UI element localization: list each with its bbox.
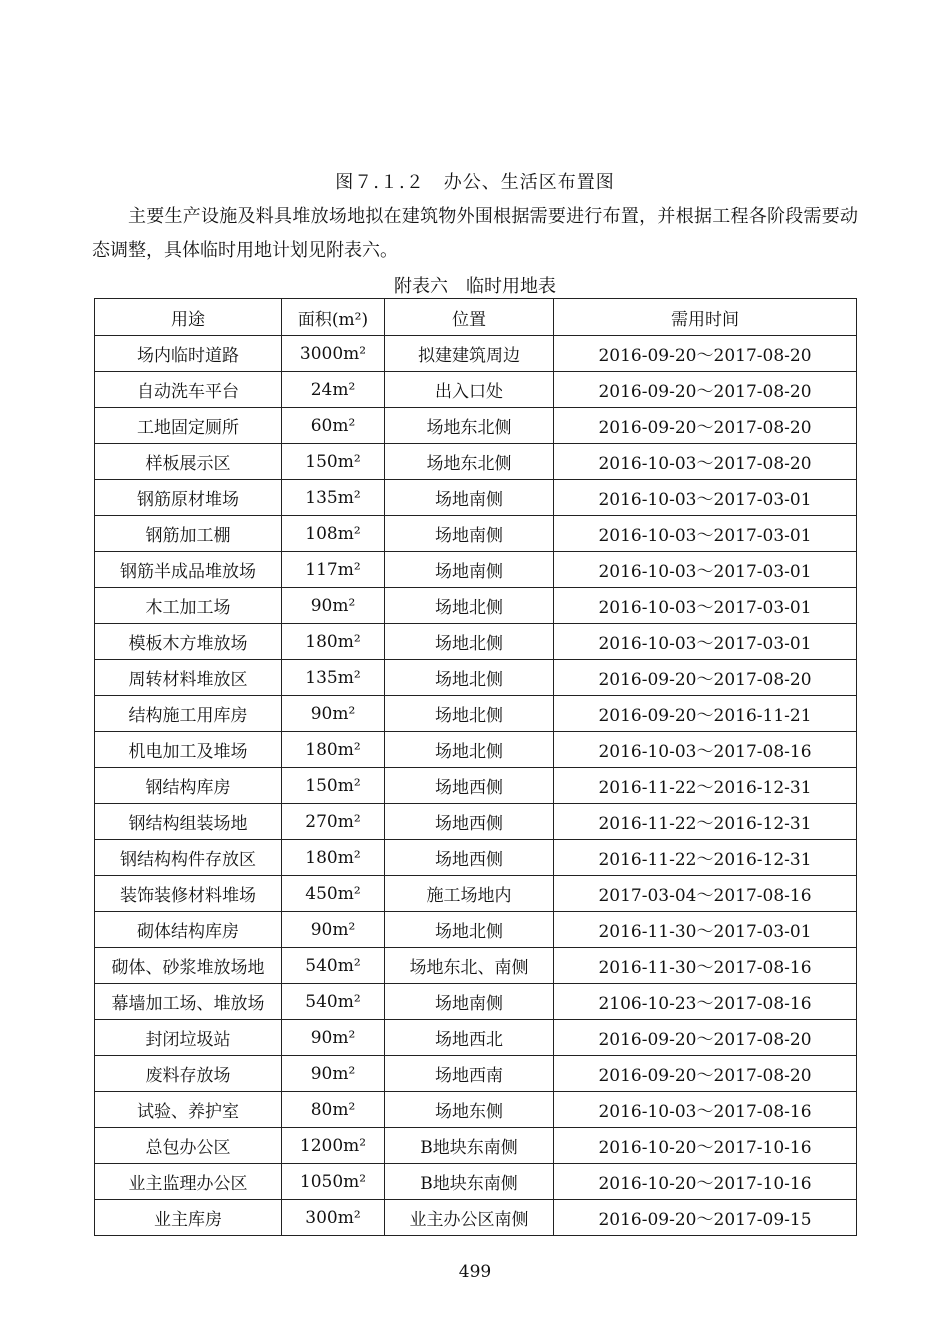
cell-location: 拟建建筑周边: [385, 336, 554, 372]
table-row: [95, 804, 857, 840]
cell-time: 2016-11-22～2016-12-31: [554, 840, 857, 876]
cell-time: 2016-10-03～2017-08-16: [554, 732, 857, 768]
cell-usage: 钢筋原材堆场: [95, 480, 282, 516]
cell-time: 2016-09-20～2017-08-20: [554, 408, 857, 444]
table-row: [95, 696, 857, 732]
cell-time: 2016-09-20～2017-08-20: [554, 372, 857, 408]
cell-area: 90m²: [282, 588, 385, 624]
cell-area: 90m²: [282, 1020, 385, 1056]
cell-time: 2016-10-20～2017-10-16: [554, 1164, 857, 1200]
cell-usage: 模板木方堆放场: [95, 624, 282, 660]
cell-usage: 试验、养护室: [95, 1092, 282, 1128]
cell-usage: 样板展示区: [95, 444, 282, 480]
cell-location: 场地东北侧: [385, 408, 554, 444]
cell-area: 117m²: [282, 552, 385, 588]
table-row: [95, 624, 857, 660]
cell-usage: 结构施工用库房: [95, 696, 282, 732]
cell-time: 2106-10-23～2017-08-16: [554, 984, 857, 1020]
cell-usage: 幕墙加工场、堆放场: [95, 984, 282, 1020]
header-cell-area: 面积(m²): [282, 299, 385, 336]
cell-location: 场地南侧: [385, 480, 554, 516]
cell-usage: 周转材料堆放区: [95, 660, 282, 696]
cell-location: 场地北侧: [385, 660, 554, 696]
cell-area: 300m²: [282, 1200, 385, 1236]
figure-caption: 图７.１.２ 办公、生活区布置图: [335, 172, 615, 193]
cell-usage: 钢筋加工棚: [95, 516, 282, 552]
cell-usage: 总包办公区: [95, 1128, 282, 1164]
cell-area: 540m²: [282, 948, 385, 984]
cell-usage: 工地固定厕所: [95, 408, 282, 444]
cell-time: 2016-11-22～2016-12-31: [554, 768, 857, 804]
cell-location: 场地西南: [385, 1056, 554, 1092]
body-paragraph: 主要生产设施及料具堆放场地拟在建筑物外围根据需要进行布置，并根据工程各阶段需要动态调整，具体临时用地计划见附表六。: [92, 206, 858, 261]
cell-time: 2016-11-30～2017-08-16: [554, 948, 857, 984]
cell-time: 2016-10-20～2017-10-16: [554, 1128, 857, 1164]
cell-time: 2016-09-20～2017-08-20: [554, 336, 857, 372]
table-row: [95, 1092, 857, 1128]
cell-time: 2016-09-20～2017-08-20: [554, 1020, 857, 1056]
cell-location: B地块东南侧: [385, 1164, 554, 1200]
page-number: 499: [458, 1262, 492, 1282]
cell-location: 场地东侧: [385, 1092, 554, 1128]
cell-area: 1200m²: [282, 1128, 385, 1164]
table-row: [95, 1128, 857, 1164]
cell-time: 2016-09-20～2016-11-21: [554, 696, 857, 732]
cell-usage: 砌体结构库房: [95, 912, 282, 948]
cell-usage: 钢结构库房: [95, 768, 282, 804]
cell-usage: 砌体、砂浆堆放场地: [95, 948, 282, 984]
cell-location: 场地南侧: [385, 552, 554, 588]
cell-time: 2016-10-03～2017-03-01: [554, 480, 857, 516]
cell-location: 场地东北、南侧: [385, 948, 554, 984]
cell-area: 450m²: [282, 876, 385, 912]
cell-time: 2016-10-03～2017-03-01: [554, 588, 857, 624]
table-row: [95, 444, 857, 480]
cell-time: 2017-03-04～2017-08-16: [554, 876, 857, 912]
cell-usage: 自动洗车平台: [95, 372, 282, 408]
cell-location: 场地西侧: [385, 804, 554, 840]
cell-location: 场地北侧: [385, 588, 554, 624]
cell-usage: 钢结构组装场地: [95, 804, 282, 840]
cell-usage: 木工加工场: [95, 588, 282, 624]
cell-usage: 业主监理办公区: [95, 1164, 282, 1200]
table-row: [95, 408, 857, 444]
cell-area: 180m²: [282, 840, 385, 876]
table-row: [95, 948, 857, 984]
cell-location: 场地南侧: [385, 516, 554, 552]
cell-area: 90m²: [282, 912, 385, 948]
cell-area: 150m²: [282, 768, 385, 804]
table-row: [95, 840, 857, 876]
cell-location: 场地西北: [385, 1020, 554, 1056]
cell-location: 场地南侧: [385, 984, 554, 1020]
table-row: [95, 480, 857, 516]
cell-area: 60m²: [282, 408, 385, 444]
table-row: [95, 1200, 857, 1236]
cell-area: 180m²: [282, 732, 385, 768]
cell-time: 2016-10-03～2017-03-01: [554, 552, 857, 588]
table-row: [95, 552, 857, 588]
table-header-row: [95, 299, 857, 336]
cell-time: 2016-09-20～2017-08-20: [554, 660, 857, 696]
cell-area: 1050m²: [282, 1164, 385, 1200]
table-row: [95, 516, 857, 552]
cell-usage: 钢结构构件存放区: [95, 840, 282, 876]
cell-area: 180m²: [282, 624, 385, 660]
table-row: [95, 732, 857, 768]
cell-time: 2016-11-22～2016-12-31: [554, 804, 857, 840]
cell-usage: 业主库房: [95, 1200, 282, 1236]
cell-area: 270m²: [282, 804, 385, 840]
land-use-table: [94, 298, 857, 1236]
cell-usage: 钢筋半成品堆放场: [95, 552, 282, 588]
cell-time: 2016-10-03～2017-08-16: [554, 1092, 857, 1128]
cell-location: 场地东北侧: [385, 444, 554, 480]
table-row: [95, 588, 857, 624]
cell-location: B地块东南侧: [385, 1128, 554, 1164]
header-cell-time: 需用时间: [554, 299, 857, 336]
cell-area: 80m²: [282, 1092, 385, 1128]
cell-time: 2016-10-03～2017-08-20: [554, 444, 857, 480]
table-row: [95, 660, 857, 696]
cell-usage: 场内临时道路: [95, 336, 282, 372]
table-row: [95, 372, 857, 408]
cell-area: 3000m²: [282, 336, 385, 372]
cell-area: 540m²: [282, 984, 385, 1020]
table-row: [95, 768, 857, 804]
cell-location: 场地北侧: [385, 624, 554, 660]
cell-area: 90m²: [282, 1056, 385, 1092]
table-row: [95, 1056, 857, 1092]
cell-usage: 机电加工及堆场: [95, 732, 282, 768]
cell-area: 150m²: [282, 444, 385, 480]
cell-location: 业主办公区南侧: [385, 1200, 554, 1236]
cell-usage: 废料存放场: [95, 1056, 282, 1092]
cell-area: 135m²: [282, 660, 385, 696]
table-row: [95, 1020, 857, 1056]
cell-area: 135m²: [282, 480, 385, 516]
table-row: [95, 1164, 857, 1200]
cell-area: 90m²: [282, 696, 385, 732]
cell-usage: 封闭垃圾站: [95, 1020, 282, 1056]
cell-area: 108m²: [282, 516, 385, 552]
cell-location: 场地西侧: [385, 840, 554, 876]
cell-area: 24m²: [282, 372, 385, 408]
table-row: [95, 876, 857, 912]
cell-location: 出入口处: [385, 372, 554, 408]
cell-time: 2016-10-03～2017-03-01: [554, 516, 857, 552]
cell-location: 场地北侧: [385, 912, 554, 948]
cell-time: 2016-10-03～2017-03-01: [554, 624, 857, 660]
table-row: [95, 912, 857, 948]
table-row: [95, 336, 857, 372]
cell-time: 2016-09-20～2017-08-20: [554, 1056, 857, 1092]
cell-usage: 装饰装修材料堆场: [95, 876, 282, 912]
header-cell-location: 位置: [385, 299, 554, 336]
table-caption: 附表六 临时用地表: [394, 276, 556, 297]
cell-time: 2016-11-30～2017-03-01: [554, 912, 857, 948]
cell-location: 场地北侧: [385, 732, 554, 768]
cell-location: 施工场地内: [385, 876, 554, 912]
cell-location: 场地北侧: [385, 696, 554, 732]
cell-location: 场地西侧: [385, 768, 554, 804]
header-cell-usage: 用途: [95, 299, 282, 336]
table-row: [95, 984, 857, 1020]
cell-time: 2016-09-20～2017-09-15: [554, 1200, 857, 1236]
